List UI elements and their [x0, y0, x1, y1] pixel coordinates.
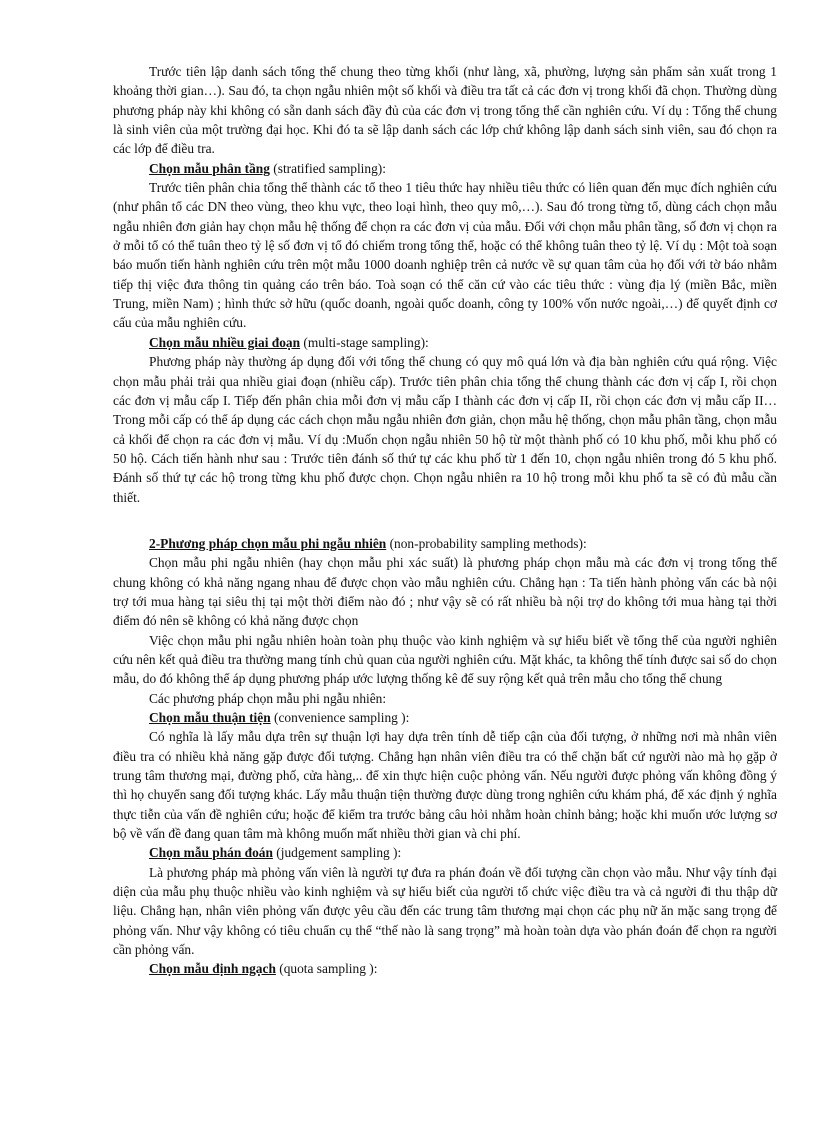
methods-intro-line: Các phương pháp chọn mẫu phi ngẫu nhiên:	[149, 690, 387, 706]
judgement-sampling-heading	[113, 843, 777, 862]
multistage-sampling-paragraph: Phương pháp này thường áp dụng đối với tổng thể chung có quy mô quá lớn và địa bàn nghiên cứu quá rộng. Việc chọn mẫu phải trải qua nhiều giai đoạn (nhiều cấp). Trước tiên phân chia tổng thể chung thành các đơn vị cấp I, rồi chọn các đơn vị mẫu cấp I. Tiếp đến phân chia mỗi đơn vị mẫu cấp I thành các đơn vị cấp II, rồi chọn các đơn vị mẫu cấp II…Trong mỗi cấp có thể áp dụng các cách chọn mẫu ngẫu nhiên đơn giản, chọn mẫu hệ thống, chọn mẫu phân tầng, chọn mẫu cả khối để chọn ra các đơn vị mẫu. Ví dụ :Muốn chọn ngẫu nhiên 50 hộ từ một thành phố có 10 khu phố, mỗi khu phố có 50 hộ. Cách tiến hành như sau : Trước tiên đánh số thứ tự các khu phố từ 1 đến 10, chọn ngẫu nhiên trong đó 5 khu phố. Đánh số thứ tự các hộ trong từng khu phố được chọn. Chọn ngẫu nhiên ra 10 hộ trong mỗi khu phố ta sẽ có đủ mẫu cần thiết.	[113, 354, 777, 505]
non-probability-heading-title: 2-Phương pháp chọn mẫu phi ngẫu nhiên	[149, 535, 387, 551]
quota-sampling-heading	[113, 959, 777, 978]
non-probability-heading-english: (non-probability sampling methods):	[386, 535, 587, 551]
non-probability-section-heading	[113, 534, 777, 553]
stratified-heading-english: (stratified sampling):	[269, 160, 386, 176]
judgement-sampling-paragraph: Là phương pháp mà phỏng vấn viên là người tự đưa ra phán đoán về đối tượng cần chọn vào mẫu. Như vậy tính đại diện của mẫu phụ thuộc nhiều vào kinh nghiệm và sự hiểu biết của người tổ chức việc điều tra và cả người đi thu thập dữ liệu. Chẳng hạn, nhân viên phỏng vấn được yêu cầu đến các trung tâm thương mại chọn các phụ nữ ăn mặc sang trọng để phỏng vấn. Như vậy không có tiêu chuẩn cụ thể “thế nào là sang trọng” mà hoàn toàn dựa vào phán đoán để chọn ra người cần phỏng vấn.	[113, 864, 777, 958]
section-spacer	[113, 507, 777, 534]
convenience-sampling-heading	[113, 708, 777, 727]
stratified-sampling-paragraph: Trước tiên phân chia tổng thể thành các tổ theo 1 tiêu thức hay nhiều tiêu thức có liên quan đến mục đích nghiên cứu (như phân tổ các DN theo vùng, theo khu vực, theo loại hình, theo quy mô,…). Sau đó trong từng tổ, dùng cách chọn mẫu ngẫu nhiên đơn giản hay chọn mẫu hệ thống để chọn ra các đơn vị của mẫu. Đối với chọn mẫu phân tầng, số đơn vị chọn ra ở mỗi tổ có thể tuân theo tỷ lệ số đơn vị tổ đó chiếm trong tổng thể, hoặc có thể không tuân theo tỷ lệ. Ví dụ : Một toà soạn báo muốn tiến hành nghiên cứu trên một mẫu 1000 doanh nghiệp trên cả nước về sự quan tâm của họ đối với tờ báo nhằm tiếp thị việc đưa thông tin quảng cáo trên báo. Toà soạn có thể căn cứ vào các tiêu thức : vùng địa lý (miền Bắc, miền Trung, miền Nam) ; hình thức sở hữu (quốc doanh, ngoài quốc doanh, công ty 100% vốn nước ngoài,…) để quyết định cơ cấu của mẫu nghiên cứu.	[113, 180, 777, 331]
quota-heading-english: (quota sampling ):	[275, 961, 378, 977]
multistage-heading-english: (multi-stage sampling):	[300, 334, 429, 350]
non-probability-paragraph-2: Việc chọn mẫu phi ngẫu nhiên hoàn toàn phụ thuộc vào kinh nghiệm và sự hiểu biết về tổng thể của người nghiên cứu nên kết quả điều tra thường mang tính chủ quan của người nghiên cứu. Mặt khác, ta không thể tính được sai số do chọn mẫu, do đó không thể áp dụng phương pháp ước lượng thống kê để suy rộng kết quả trên mẫu cho tổng thể chung	[113, 632, 777, 687]
stratified-sampling-heading	[113, 159, 777, 178]
convenience-heading-title: Chọn mẫu thuận tiện	[149, 710, 271, 725]
document-body	[113, 62, 777, 979]
cluster-sampling-paragraph: Trước tiên lập danh sách tổng thể chung theo từng khối (như làng, xã, phường, lượng sản phẩm sản xuất trong 1 khoảng thời gian…). Sau đó, ta chọn ngẫu nhiên một số khối và điều tra tất cả các đơn vị trong khối đã chọn. Thường dùng phương pháp này khi không có sẵn danh sách đầy đủ của các đơn vị trong tổng thể cần nghiên cứu. Ví dụ : Tổng thể chung là sinh viên của một trường đại học. Khi đó ta sẽ lập danh sách các lớp chứ không lập danh sách sinh viên, sau đó chọn ra các lớp để điều tra.	[113, 64, 777, 157]
convenience-heading-english: (convenience sampling ):	[270, 710, 410, 725]
convenience-sampling-paragraph: Có nghĩa là lấy mẫu dựa trên sự thuận lợi hay dựa trên tính dễ tiếp cận của đối tượng, ở những nơi mà nhân viên điều tra có nhiều khả năng gặp được đối tượng. Chẳng hạn nhân viên điều tra có thể chặn bất cứ người nào mà họ gặp ở trung tâm thương mại, đường phố, cửa hàng,.. để xin thực hiện cuộc phỏng vấn. Nếu người được phỏng vấn không đồng ý thì họ chuyển sang đối tượng khác. Lấy mẫu thuận tiện thường được dùng trong nghiên cứu khám phá, để xác định ý nghĩa thực tiễn của vấn đề nghiên cứu; hoặc để kiểm tra trước bảng câu hỏi nhằm hoàn chỉnh bảng; hoặc khi muốn ước lượng sơ bộ về vấn đề đang quan tâm mà không muốn mất nhiều thời gian và chi phí.	[113, 729, 777, 842]
judgement-heading-title: Chọn mẫu phán đoán	[149, 845, 273, 861]
multistage-heading-title: Chọn mẫu nhiều giai đoạn	[149, 334, 301, 350]
non-probability-paragraph-1: Chọn mẫu phi ngẫu nhiên (hay chọn mẫu phi xác suất) là phương pháp chọn mẫu mà các đơn vị trong tổng thể chung không có khả năng ngang nhau để được chọn vào mẫu nghiên cứu. Chẳng hạn : Ta tiến hành phỏng vấn các bà nội trợ tới mua hàng tại siêu thị tại một thời điểm nào đó ; như vậy sẽ có rất nhiều bà nội trợ do không tới mua hàng tại thời điểm đó nên sẽ không có khả năng được chọn	[113, 555, 777, 629]
judgement-heading-english: (judgement sampling ):	[272, 845, 402, 861]
quota-heading-title: Chọn mẫu định ngạch	[149, 961, 276, 977]
multistage-sampling-heading	[113, 333, 777, 352]
stratified-heading-title: Chọn mẫu phân tầng	[149, 160, 270, 176]
